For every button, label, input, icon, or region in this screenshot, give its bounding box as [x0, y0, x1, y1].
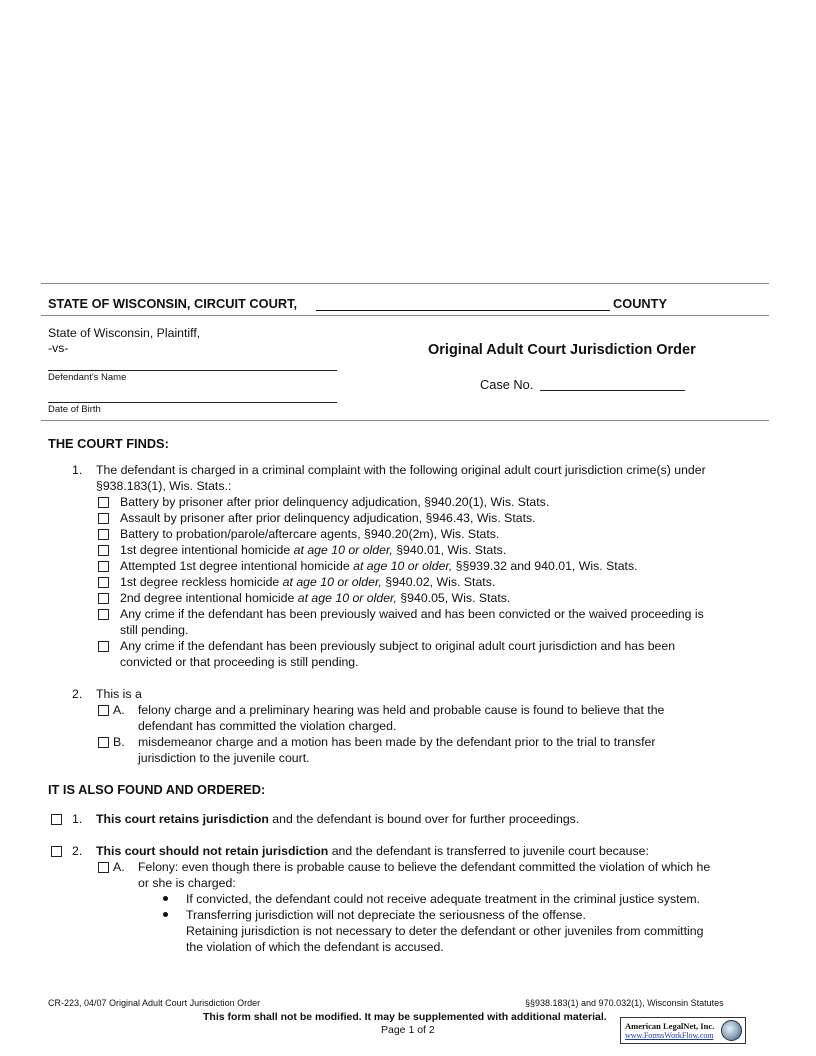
misdemeanor-charge-line-2: jurisdiction to the juvenile court. — [138, 751, 310, 765]
misdemeanor-charge-checkbox[interactable] — [98, 737, 109, 748]
logo-website-link[interactable]: www.FormsWorkFlow.com — [625, 1031, 714, 1040]
county-field[interactable] — [316, 310, 610, 311]
crime-checkbox[interactable] — [98, 545, 109, 556]
crime-checkbox[interactable] — [98, 497, 109, 508]
court-prefix: STATE OF WISCONSIN, CIRCUIT COURT, — [48, 296, 298, 311]
misdemeanor-charge-line-1: misdemeanor charge and a motion has been made by the defendant prior to the trial to transfer — [138, 735, 656, 749]
date-of-birth-label: Date of Birth — [48, 404, 101, 415]
reason-treatment: If convicted, the defendant could not receive adequate treatment in the criminal justice system. — [186, 892, 701, 906]
misdemeanor-charge-letter: B. — [113, 735, 125, 749]
top-rule — [41, 283, 769, 284]
header-rule — [41, 315, 769, 316]
crime-item: 1st degree intentional homicide at age 10 or older, §940.01, Wis. Stats. — [120, 543, 507, 557]
order-1-text: This court retains jurisdiction and the defendant is bound over for further proceedings. — [96, 812, 580, 826]
defendant-name-label: Defendant's Name — [48, 372, 127, 383]
felony-transfer-line-2: or she is charged: — [138, 876, 236, 890]
crime-checkbox[interactable] — [98, 561, 109, 572]
waived-crime-line-2: still pending. — [120, 623, 189, 637]
plaintiff-text: State of Wisconsin, Plaintiff, — [48, 326, 201, 340]
finding-1-number: 1. — [72, 463, 83, 477]
felony-transfer-line-1: Felony: even though there is probable cause to believe the defendant committed the violation of which he — [138, 860, 711, 874]
finding-2-intro: This is a — [96, 687, 142, 701]
crime-item: Battery by prisoner after prior delinquency adjudication, §940.20(1), Wis. Stats. — [120, 495, 550, 509]
crime-item: Assault by prisoner after prior delinquency adjudication, §946.43, Wis. Stats. — [120, 511, 536, 525]
finding-1-line-2: §938.183(1), Wis. Stats.: — [96, 479, 232, 493]
crime-item: Attempted 1st degree intentional homicide at age 10 or older, §§939.32 and 940.01, Wis. Stats. — [120, 559, 638, 573]
finding-1-line-1: The defendant is charged in a criminal complaint with the following original adult court jurisdiction crime(s) under — [96, 463, 706, 477]
crime-checkbox[interactable] — [98, 577, 109, 588]
logo-globe-icon — [721, 1020, 742, 1041]
crime-checkbox[interactable] — [98, 593, 109, 604]
order-2-text: This court should not retain jurisdiction and the defendant is transferred to juvenile court because: — [96, 844, 649, 858]
felony-charge-line-2: defendant has committed the violation charged. — [138, 719, 397, 733]
vs-text: -vs- — [48, 341, 69, 355]
findings-heading: THE COURT FINDS: — [48, 436, 169, 451]
prior-jurisdiction-checkbox[interactable] — [98, 641, 109, 652]
felony-transfer-letter: A. — [113, 860, 125, 874]
order-1-number: 1. — [72, 812, 83, 826]
reason-deterrence-line-1: Retaining jurisdiction is not necessary to deter the defendant or other juveniles from committing — [186, 924, 704, 938]
prior-jurisdiction-line-2: convicted or that proceeding is still pending. — [120, 655, 359, 669]
waived-crime-line-1: Any crime if the defendant has been previously waived and has been convicted or the waived proceeding is — [120, 607, 704, 621]
reason-deterrence-line-2: the violation of which the defendant is accused. — [186, 940, 444, 954]
order-2-number: 2. — [72, 844, 83, 858]
logo-company-name: American LegalNet, Inc. — [625, 1021, 715, 1031]
bullet-icon — [163, 912, 168, 917]
waived-crime-checkbox[interactable] — [98, 609, 109, 620]
page-title: Original Adult Court Jurisdiction Order — [428, 342, 696, 358]
felony-transfer-checkbox[interactable] — [98, 862, 109, 873]
crime-item: 1st degree reckless homicide at age 10 or older, §940.02, Wis. Stats. — [120, 575, 496, 589]
finding-2-number: 2. — [72, 687, 83, 701]
transfer-jurisdiction-checkbox[interactable] — [51, 846, 62, 857]
felony-charge-letter: A. — [113, 703, 125, 717]
bullet-icon — [163, 896, 168, 901]
american-legalnet-logo[interactable] — [620, 1017, 746, 1044]
crime-item: Battery to probation/parole/aftercare agents, §940.20(2m), Wis. Stats. — [120, 527, 500, 541]
crime-checkbox[interactable] — [98, 513, 109, 524]
crime-item: 2nd degree intentional homicide at age 10 or older, §940.05, Wis. Stats. — [120, 591, 511, 605]
case-no-field[interactable] — [540, 390, 685, 391]
felony-charge-checkbox[interactable] — [98, 705, 109, 716]
county-label: COUNTY — [613, 296, 668, 311]
form-notice: This form shall not be modified. It may be supplemented with additional material. — [203, 1011, 607, 1023]
page-number: Page 1 of 2 — [381, 1024, 435, 1036]
felony-charge-line-1: felony charge and a preliminary hearing was held and probable cause is found to believe that the — [138, 703, 665, 717]
caption-rule — [41, 420, 769, 421]
statutes: §§938.183(1) and 970.032(1), Wisconsin Statutes — [525, 998, 724, 1008]
prior-jurisdiction-line-1: Any crime if the defendant has been previously subject to original adult court jurisdiction and has been — [120, 639, 676, 653]
orders-heading: IT IS ALSO FOUND AND ORDERED: — [48, 782, 266, 797]
case-no-label: Case No. — [480, 377, 534, 392]
retain-jurisdiction-checkbox[interactable] — [51, 814, 62, 825]
reason-seriousness: Transferring jurisdiction will not depreciate the seriousness of the offense. — [186, 908, 586, 922]
crime-checkbox[interactable] — [98, 529, 109, 540]
form-id: CR-223, 04/07 Original Adult Court Jurisdiction Order — [48, 998, 261, 1008]
